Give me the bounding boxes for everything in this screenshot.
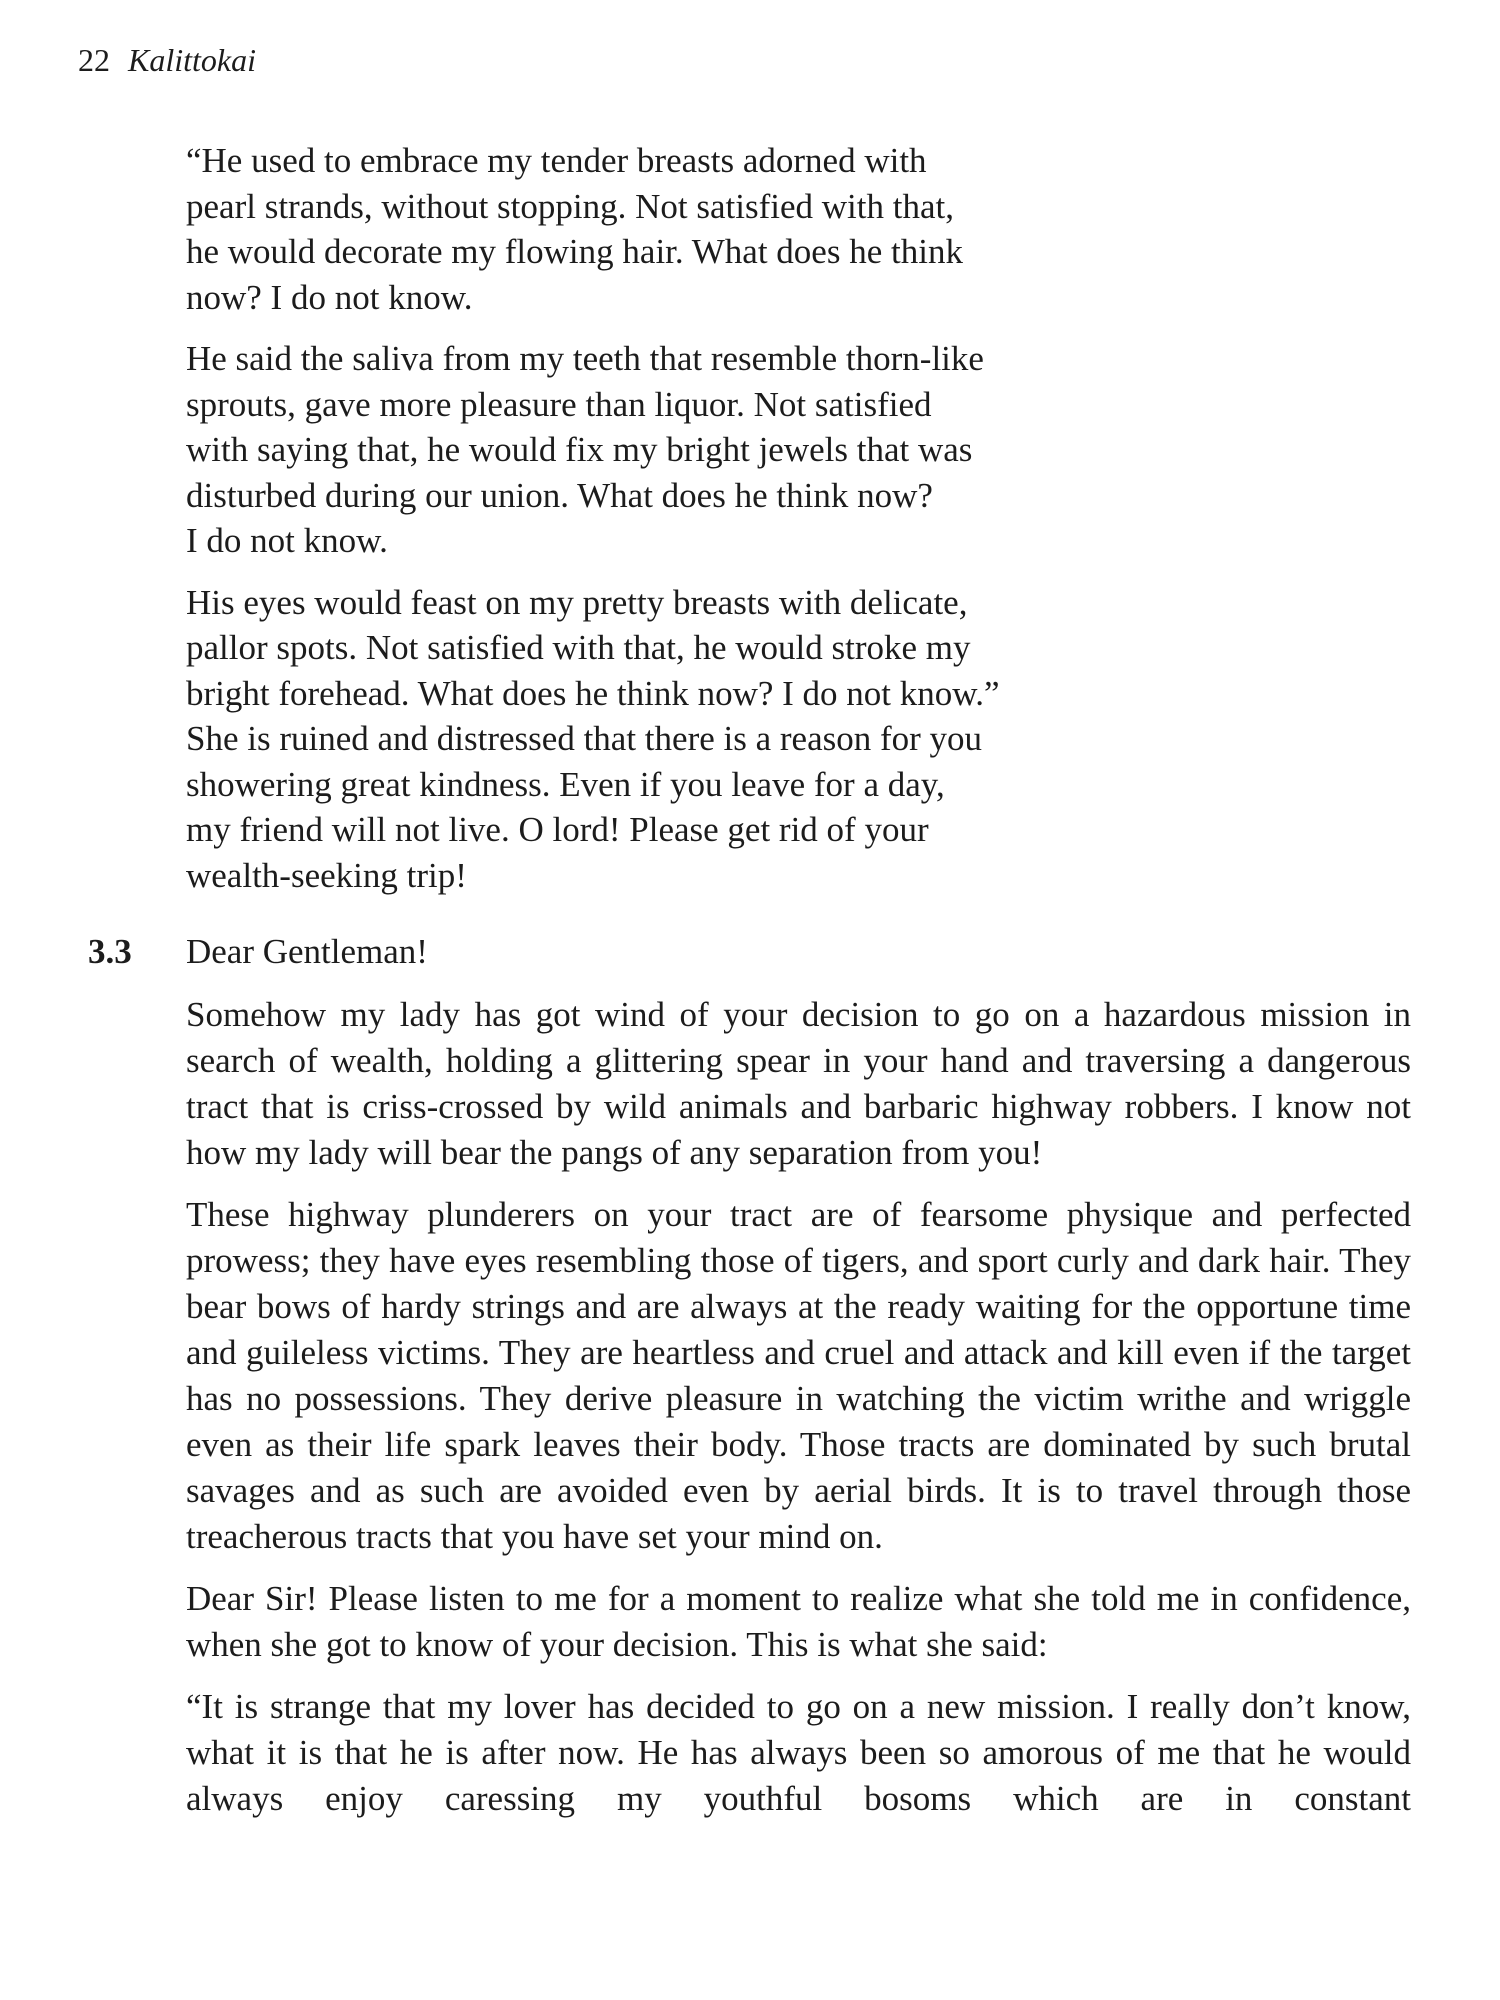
paragraph: Somehow my lady has got wind of your decision to go on a hazardous mission in search of wealth, holding a glittering spear in your hand and traversing a dangerous tract that is criss-crossed by wild animals and barbaric highway robbers. I know not how my lady will bear the pangs of any separation from you!	[186, 995, 1411, 1172]
poem-stanza-3	[186, 580, 1116, 899]
section-number: 3.3	[88, 932, 132, 971]
section-heading: Dear Gentleman!	[186, 932, 428, 971]
page-number: 22	[78, 42, 110, 78]
poem-line: wealth-seeking trip!	[186, 855, 467, 895]
poem-line: His eyes would feast on my pretty breasts with delicate,	[186, 582, 968, 622]
book-title: Kalittokai	[128, 42, 256, 78]
poem-block	[186, 138, 1116, 914]
poem-line: with saying that, he would fix my bright jewels that was	[186, 430, 973, 469]
poem-line: I do not know.	[186, 521, 388, 560]
poem-line: showering great kindness. Even if you leave for a day,	[186, 764, 945, 804]
paragraph: “It is strange that my lover has decided to go on a new mission. I really don’t know, what it is that he is after now. He has always been so amorous of me that he would always enjoy caressing my youthful bosoms which are in constant	[186, 1687, 1411, 1818]
paragraph: Dear Sir! Please listen to me for a moment to realize what she told me in confidence, when she got to know of your decision. This is what she said:	[186, 1579, 1411, 1664]
poem-line: She is ruined and distressed that there is a reason for you	[186, 719, 983, 758]
poem-line: He said the saliva from my teeth that resemble thorn-like	[186, 339, 984, 378]
poem-line: disturbed during our union. What does he think now?	[186, 475, 933, 515]
poem-stanza-1	[186, 138, 1116, 320]
poem-stanza-2	[186, 336, 1116, 564]
paragraph: These highway plunderers on your tract are of fearsome physique and perfected prowess; they have eyes resembling those of tigers, and sport curly and dark hair. They bear bows of hardy strings and are always at the ready waiting for the opportune time and guileless victims. They are heartless and cruel and attack and kill even if the target has no possessions. They derive pleasure in watching the victim writhe and wriggle even as their life spark leaves their body. Those tracts are dominated by such brutal savages and as such are avoided even by aerial birds. It is to travel through those treacherous tracts that you have set your mind on.	[186, 1195, 1411, 1556]
poem-line: pallor spots. Not satisfied with that, he would stroke my	[186, 628, 971, 667]
poem-line: bright forehead. What does he think now? I do not know.”	[186, 673, 1000, 713]
poem-line: my friend will not live. O lord! Please get rid of your	[186, 810, 929, 849]
poem-line: he would decorate my flowing hair. What does he think	[186, 232, 963, 271]
running-header	[78, 44, 256, 76]
prose-block	[186, 992, 1411, 1822]
poem-line: pearl strands, without stopping. Not satisfied with that,	[186, 186, 954, 226]
poem-line: sprouts, gave more pleasure than liquor. Not satisfied	[186, 384, 932, 424]
poem-line: now? I do not know.	[186, 277, 473, 317]
poem-line: “He used to embrace my tender breasts adorned with	[186, 141, 927, 180]
